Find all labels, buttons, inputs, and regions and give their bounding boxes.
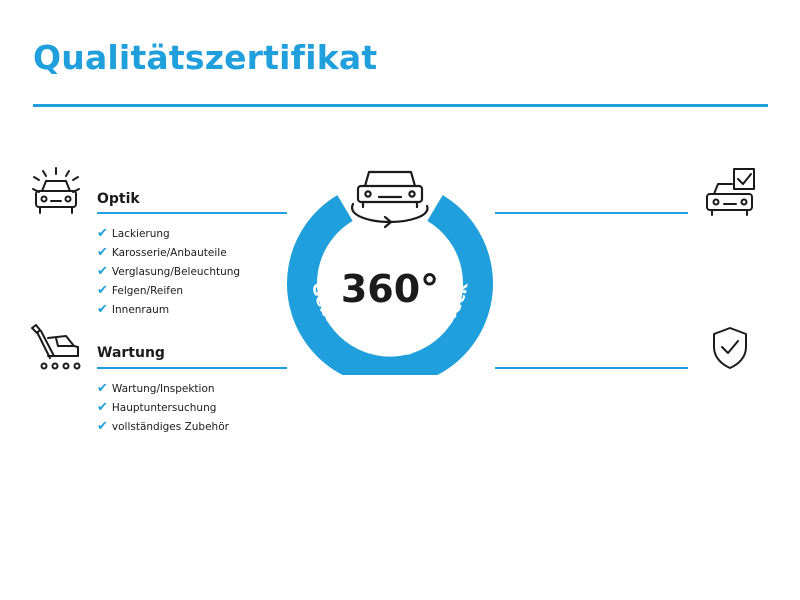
badge-subtitle: Gebrauchtwagen-Check — [307, 280, 473, 359]
wartung-heading: Wartung — [97, 345, 165, 361]
list-item: ✔ Hauptuntersuchung — [97, 400, 217, 415]
check-icon: ✔ — [97, 264, 108, 279]
check-360-badge — [285, 160, 495, 375]
garantie-divider — [495, 367, 688, 369]
title-divider — [33, 104, 768, 107]
check-icon: ✔ — [97, 226, 108, 241]
optik-heading: Optik — [97, 191, 140, 207]
list-item: ✔ Wartung/Inspektion — [97, 381, 215, 396]
car-tools-icon — [28, 322, 84, 372]
wartung-divider — [97, 367, 287, 369]
technik-divider — [495, 212, 688, 214]
car-checkbox-icon — [704, 166, 758, 218]
check-icon: ✔ — [97, 245, 108, 260]
list-item: ✔ Verglasung/Beleuchtung — [97, 264, 241, 279]
list-item: ✔ Felgen/Reifen — [97, 283, 184, 298]
check-icon: ✔ — [97, 381, 108, 396]
list-item: ✔ Innenraum — [97, 302, 170, 317]
optik-list — [97, 224, 240, 319]
check-icon: ✔ — [97, 283, 108, 298]
car-rotate-icon — [352, 172, 427, 227]
list-item: ✔ vollständiges Zubehör — [97, 419, 229, 434]
list-item: ✔ Karosserie/Anbauteile — [97, 245, 227, 260]
check-icon: ✔ — [97, 419, 108, 434]
badge-number: 360° — [340, 267, 440, 311]
car-lights-icon — [30, 165, 82, 217]
optik-divider — [97, 212, 287, 214]
shield-check-icon — [710, 325, 750, 371]
check-icon: ✔ — [97, 302, 108, 317]
check-icon: ✔ — [97, 400, 108, 415]
page-title: Qualitätszertifikat — [33, 38, 378, 77]
wartung-list — [97, 379, 229, 436]
list-item: ✔ Lackierung — [97, 226, 170, 241]
